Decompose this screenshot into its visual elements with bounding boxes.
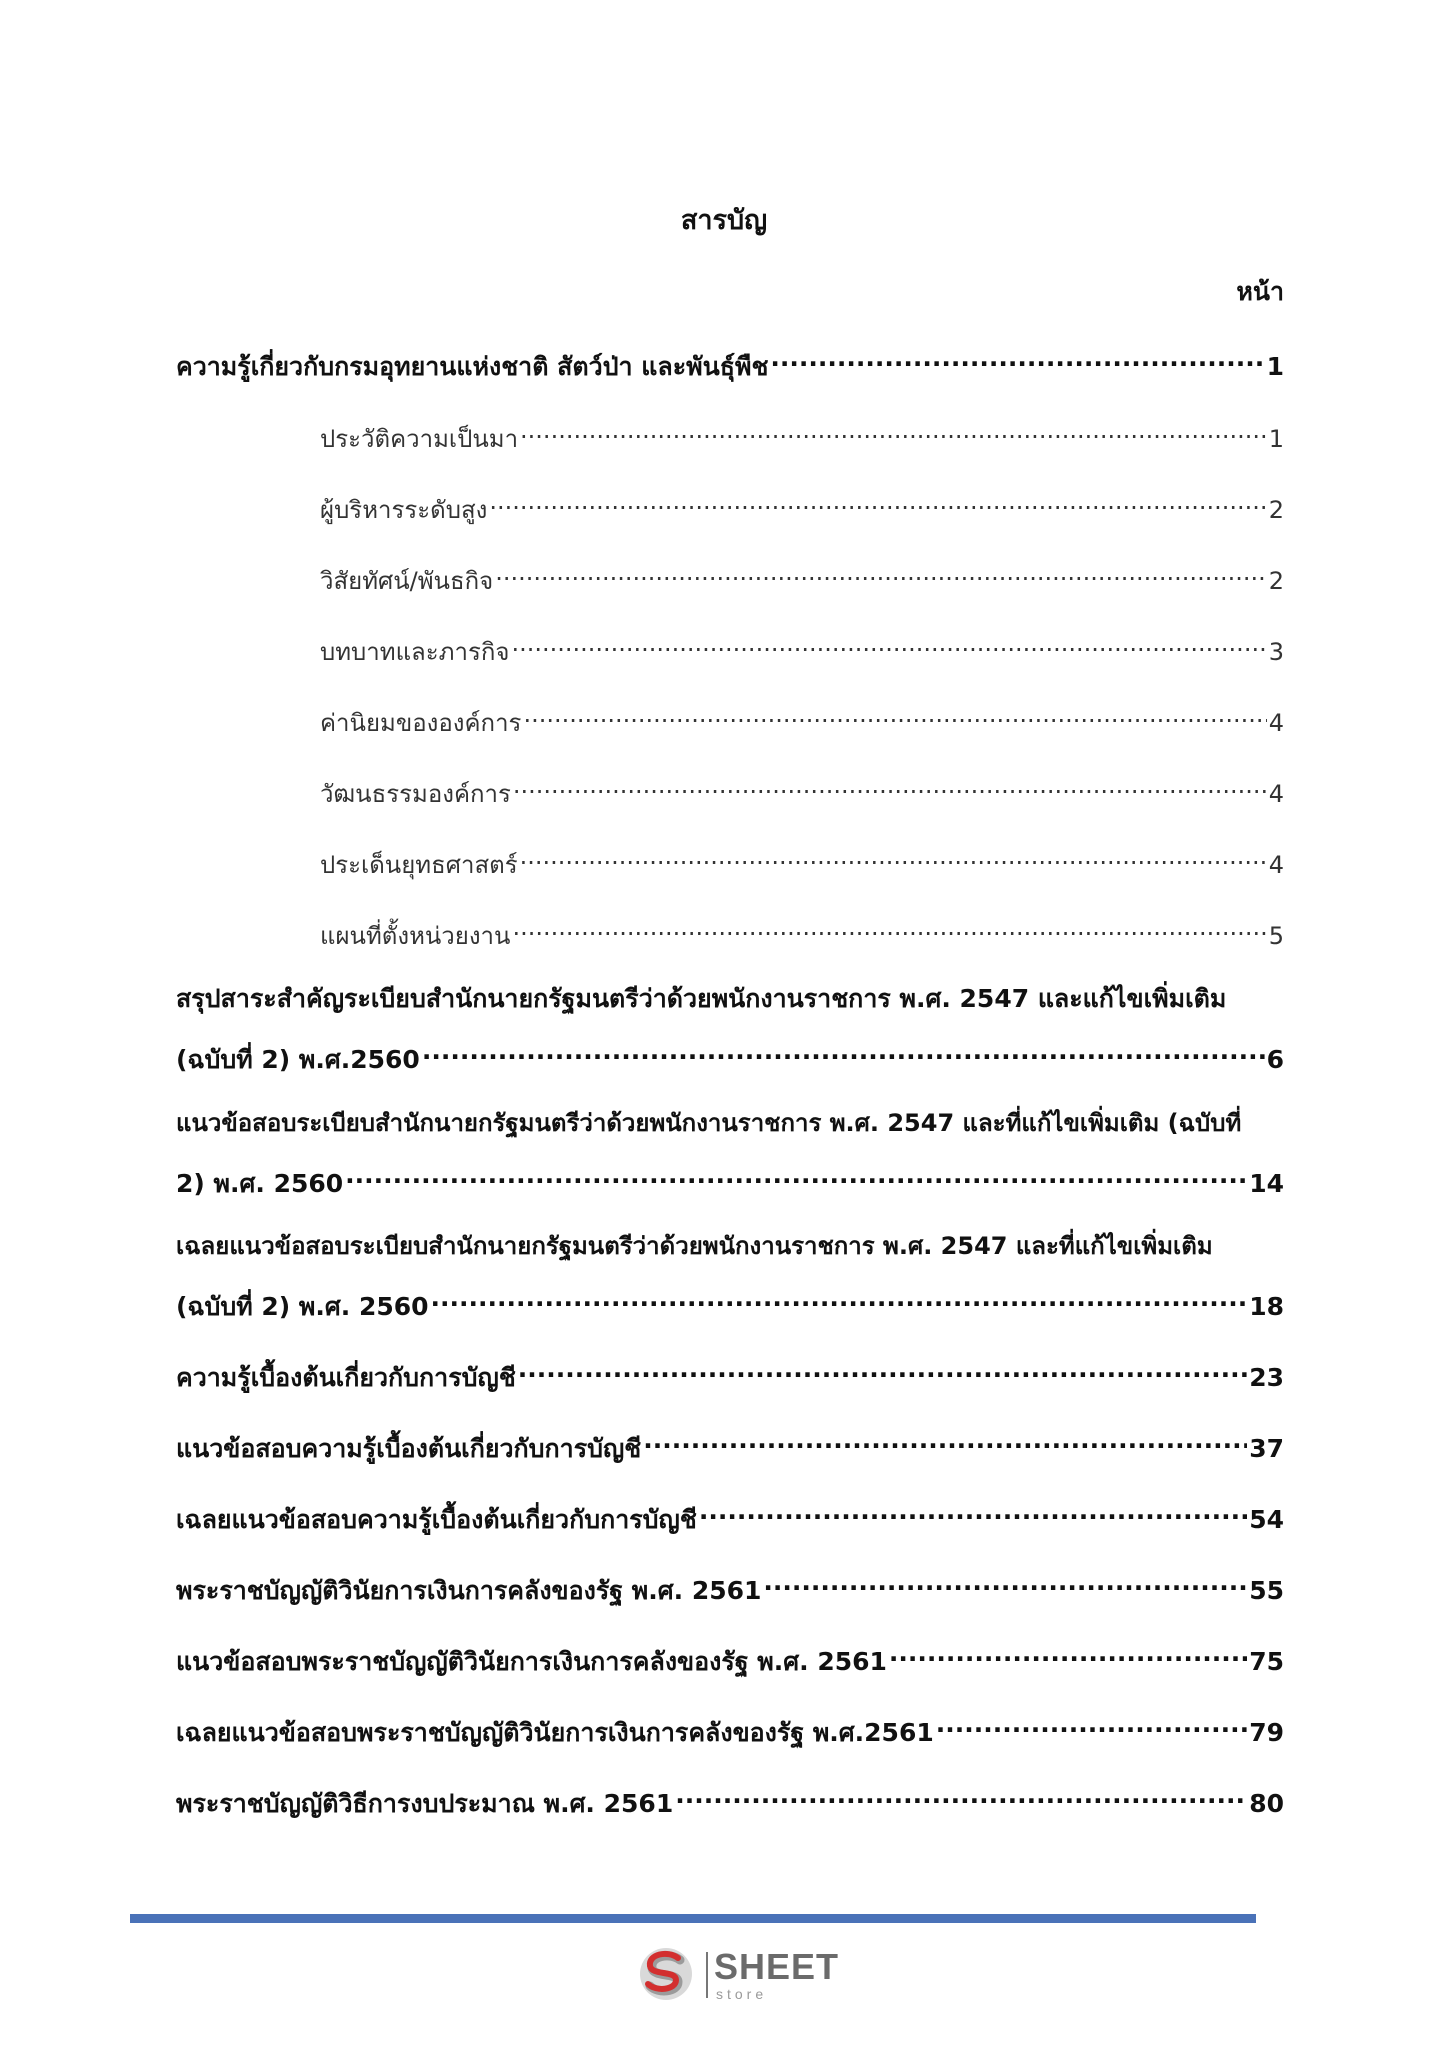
- toc-entry-text: ความรู้เบื้องต้นเกี่ยวกับการบัญชี: [176, 1363, 516, 1392]
- toc-entry-text: แนวข้อสอบความรู้เบื้องต้นเกี่ยวกับการบัญชี: [176, 1434, 642, 1463]
- toc-entry-page: 55: [1249, 1576, 1284, 1605]
- toc-entry-text: เฉลยแนวข้อสอบพระราชบัญญัติวินัยการเงินการคลังของรัฐ พ.ศ.2561: [176, 1718, 934, 1747]
- toc-entry-text: (ฉบับที่ 2) พ.ศ.2560: [176, 1045, 420, 1074]
- dot-leader: [643, 1423, 1247, 1457]
- dot-leader: [770, 341, 1264, 375]
- toc-entry-page: 4: [1268, 709, 1284, 737]
- toc-entry: [176, 1158, 1284, 1201]
- toc-entry-page: 4: [1268, 851, 1284, 879]
- toc-entry-page: 4: [1268, 780, 1284, 808]
- toc-entry-text: แผนที่ตั้งหน่วยงาน: [320, 922, 511, 950]
- toc-subentry: [320, 697, 1284, 740]
- dot-leader: [520, 413, 1267, 447]
- toc-entry-text: 2) พ.ศ. 2560: [176, 1169, 344, 1198]
- dot-leader: [431, 1281, 1248, 1315]
- toc-subentry: [320, 768, 1284, 811]
- toc-entry-line1: เฉลยแนวข้อสอบระเบียบสำนักนายกรัฐมนตรีว่าด้วยพนักงานราชการ พ.ศ. 2547 และที่แก้ไขเพิ่มเติม: [176, 1232, 1213, 1260]
- dot-leader: [422, 1034, 1265, 1068]
- toc-entry-text: เฉลยแนวข้อสอบความรู้เบื้องต้นเกี่ยวกับการบัญชี: [176, 1505, 697, 1534]
- dot-leader: [675, 1778, 1247, 1812]
- toc-entry: [176, 1352, 1284, 1395]
- toc-entry-page: 80: [1249, 1789, 1284, 1818]
- toc-subentry: [320, 413, 1284, 456]
- logo-brand-text: SHEET: [714, 1946, 840, 1987]
- toc-entry-line1: สรุปสาระสำคัญระเบียบสำนักนายกรัฐมนตรีว่าด้วยพนักงานราชการ พ.ศ. 2547 และแก้ไขเพิ่มเติม: [176, 984, 1227, 1013]
- toc-title: สารบัญ: [680, 205, 768, 236]
- toc-entry-text: พระราชบัญญัติวินัยการเงินการคลังของรัฐ พ.ศ. 2561: [176, 1576, 762, 1605]
- dot-leader: [520, 839, 1267, 873]
- toc-entry-page: 2: [1268, 567, 1284, 595]
- toc-entry: [176, 1565, 1284, 1608]
- toc-entry-text: วัฒนธรรมองค์การ: [320, 780, 511, 808]
- toc-entry-text: ประเด็นยุทธศาสตร์: [320, 851, 518, 879]
- dot-leader: [936, 1707, 1247, 1741]
- dot-leader: [523, 697, 1266, 731]
- dot-leader: [489, 484, 1266, 518]
- dot-leader: [511, 626, 1266, 660]
- toc-entry-text: ประวัติความเป็นมา: [320, 425, 519, 453]
- toc-entry-page: 23: [1249, 1363, 1284, 1392]
- dot-leader: [699, 1494, 1247, 1528]
- logo-separator: [706, 1952, 708, 1998]
- toc-entry: [176, 1423, 1284, 1466]
- toc-entry-page: 1: [1266, 352, 1284, 381]
- toc-entry: [176, 1707, 1284, 1750]
- toc-entry: [176, 1281, 1284, 1324]
- toc-entry: [176, 1636, 1284, 1679]
- dot-leader: [513, 768, 1267, 802]
- toc-subentry: [320, 839, 1284, 882]
- toc-entry-text: ผู้บริหารระดับสูง: [320, 496, 488, 524]
- toc-entry: [176, 1494, 1284, 1537]
- dot-leader: [889, 1636, 1247, 1670]
- toc-entry-text: บทบาทและภารกิจ: [320, 638, 510, 666]
- toc-entry: [176, 1778, 1284, 1821]
- footer-divider: [130, 1914, 1256, 1923]
- dot-leader: [345, 1158, 1247, 1192]
- toc-entry-page: 37: [1249, 1434, 1284, 1463]
- toc-entry-page: 1: [1268, 425, 1284, 453]
- toc-entry-page: 54: [1249, 1505, 1284, 1534]
- toc-subentry: [320, 484, 1284, 527]
- toc-entry-page: 6: [1266, 1045, 1284, 1074]
- dot-leader: [518, 1352, 1247, 1386]
- toc-entry-page: 2: [1268, 496, 1284, 524]
- dot-leader: [763, 1565, 1247, 1599]
- page-column-label: หน้า: [1236, 277, 1284, 306]
- toc-entry-page: 18: [1249, 1292, 1284, 1321]
- toc-entry-page: 5: [1268, 922, 1284, 950]
- toc-entry-text: พระราชบัญญัติวิธีการงบประมาณ พ.ศ. 2561: [176, 1789, 674, 1818]
- toc-subentry: [320, 555, 1284, 598]
- toc-entry-text: (ฉบับที่ 2) พ.ศ. 2560: [176, 1292, 429, 1321]
- toc-entry-text: ค่านิยมขององค์การ: [320, 709, 522, 737]
- toc-entry: [176, 1034, 1284, 1077]
- toc-entry-text: ความรู้เกี่ยวกับกรมอุทยานแห่งชาติ สัตว์ป่า และพันธุ์พืช: [176, 352, 769, 381]
- dot-leader: [512, 910, 1266, 944]
- sheet-store-logo: [636, 1944, 840, 2008]
- toc-subentry: [320, 910, 1284, 953]
- dot-leader: [495, 555, 1267, 589]
- toc-entry-page: 14: [1249, 1169, 1284, 1198]
- sheet-store-s-icon: [636, 1944, 696, 2004]
- toc-entry-page: 75: [1249, 1647, 1284, 1676]
- logo-sub-text: store: [716, 1986, 768, 2002]
- toc-entry-line1: แนวข้อสอบระเบียบสำนักนายกรัฐมนตรีว่าด้วยพนักงานราชการ พ.ศ. 2547 และที่แก้ไขเพิ่มเติม (ฉบับที่: [176, 1109, 1242, 1137]
- toc-entry: [176, 341, 1284, 384]
- toc-subentry: [320, 626, 1284, 669]
- toc-entry-text: แนวข้อสอบพระราชบัญญัติวินัยการเงินการคลังของรัฐ พ.ศ. 2561: [176, 1647, 887, 1676]
- toc-entry-page: 79: [1249, 1718, 1284, 1747]
- toc-entry-text: วิสัยทัศน์/พันธกิจ: [320, 567, 494, 595]
- toc-entry-page: 3: [1268, 638, 1284, 666]
